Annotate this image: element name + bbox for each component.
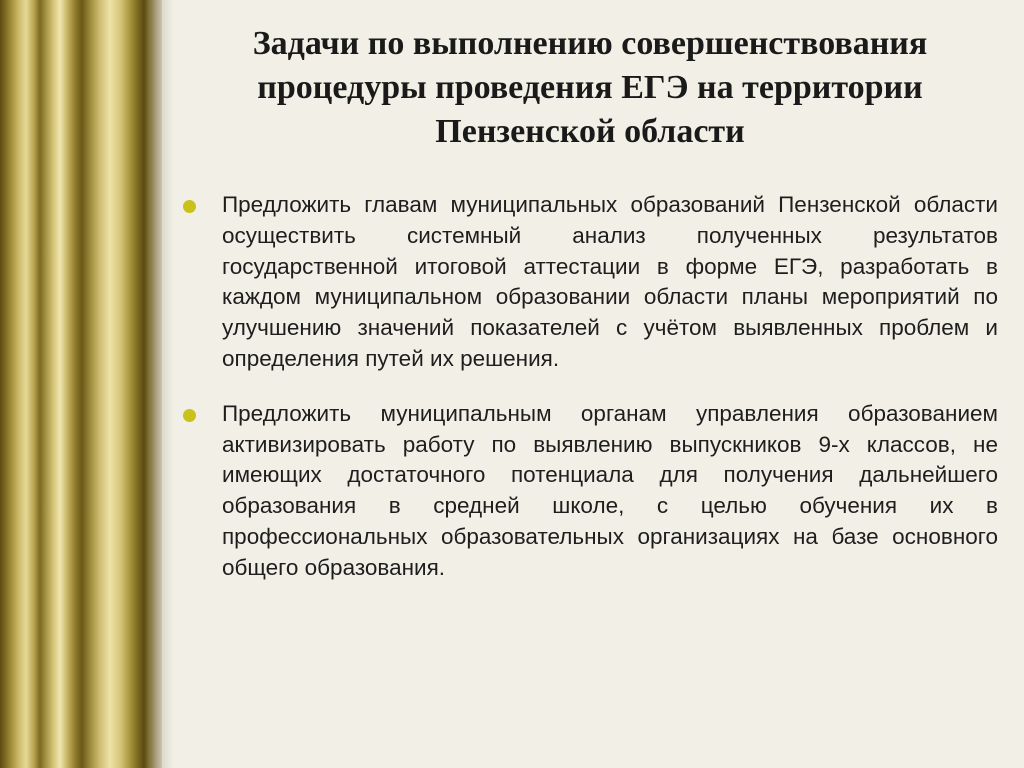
bullet-text-1: Предложить главам муниципальных образований Пензенской области осуществить системный анализ полученных результатов государственной итоговой аттестации в форме ЕГЭ, разработать в каждом муниципальном образовании области планы мероприятий по улучшению значений показателей с учётом выявленных проблем и определения путей их решения. — [222, 192, 998, 371]
decorative-band-shadow — [150, 0, 174, 768]
bullet-dot-icon — [183, 409, 196, 422]
bullet-dot-icon — [183, 200, 196, 213]
bullet-list — [183, 190, 998, 608]
decorative-gold-band — [0, 0, 162, 768]
bullet-text-2: Предложить муниципальным органам управления образованием активизировать работу по выявлению выпускников 9-х классов, не имеющих достаточного потенциала для получения дальнейшего образования в средней школе, с целью обучения их в профессиональных образовательных организациях на базе основного общего образования. — [222, 400, 998, 580]
slide-title: Задачи по выполнению совершенствования процедуры проведения ЕГЭ на территории Пензенской области — [252, 25, 928, 150]
bullet-item-2 — [183, 399, 998, 584]
bullet-item-1 — [183, 190, 998, 375]
